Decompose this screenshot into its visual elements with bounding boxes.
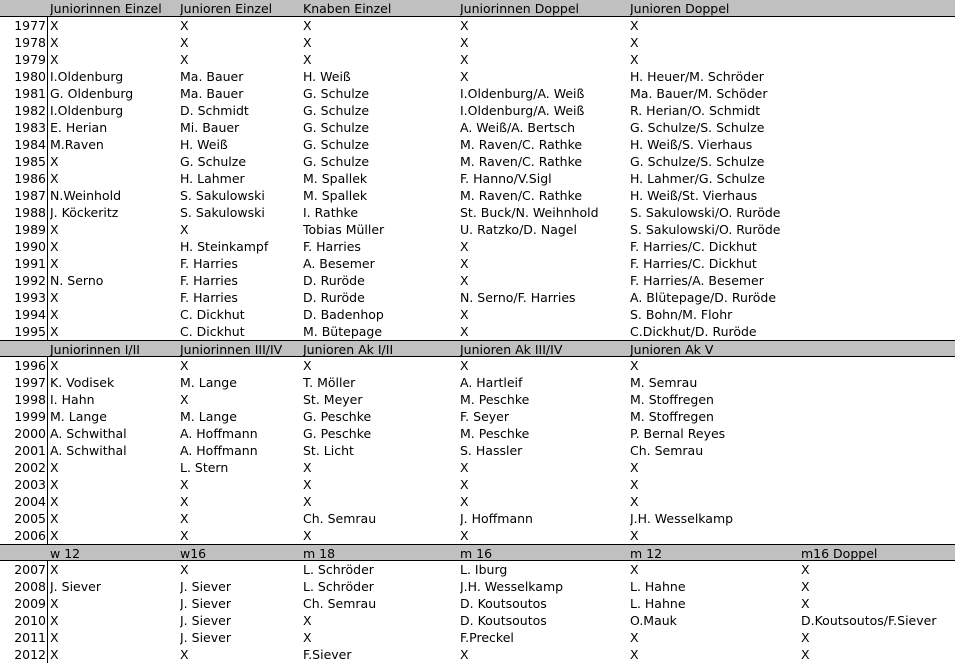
result-cell: F. Seyer xyxy=(460,409,509,424)
result-cell: X xyxy=(630,18,639,33)
result-cell: Ma. Bauer/M. Schöder xyxy=(630,86,768,101)
result-cell: X xyxy=(180,358,189,373)
result-cell: G. Schulze xyxy=(303,120,370,135)
table-row xyxy=(0,629,955,646)
result-cell: X xyxy=(630,630,639,645)
result-cell: A. Hoffmann xyxy=(180,443,258,458)
year-cell: 2003 xyxy=(14,477,46,492)
result-cell: F. Harries xyxy=(303,239,361,254)
result-cell: F. Harries xyxy=(180,256,238,271)
result-cell: G. Schulze/S. Schulze xyxy=(630,154,765,169)
table-row xyxy=(0,561,955,578)
result-cell: D. Badenhop xyxy=(303,307,384,322)
table-row xyxy=(0,595,955,612)
year-cell: 2012 xyxy=(14,647,46,662)
result-cell: I. Hahn xyxy=(50,392,95,407)
column-header: Junioren Ak III/IV xyxy=(460,342,563,357)
result-cell: D. Schmidt xyxy=(180,103,249,118)
result-cell: J. Siever xyxy=(180,596,231,611)
column-header: Junioren Doppel xyxy=(630,1,730,16)
result-cell: A. Weiß/A. Bertsch xyxy=(460,120,576,135)
result-cell: X xyxy=(180,494,189,509)
result-cell: M. Stoffregen xyxy=(630,392,714,407)
result-cell: Ch. Semrau xyxy=(630,443,704,458)
year-cell: 1990 xyxy=(14,239,46,254)
result-cell: F. Harries xyxy=(180,290,238,305)
result-cell: H. Weiß xyxy=(303,69,351,84)
year-cell: 2010 xyxy=(14,613,46,628)
result-cell: X xyxy=(630,562,639,577)
year-cell: 1989 xyxy=(14,222,46,237)
table-row xyxy=(0,612,955,629)
result-cell: L. Hahne xyxy=(630,596,686,611)
result-cell: X xyxy=(630,35,639,50)
result-cell: X xyxy=(630,477,639,492)
column-header: w 12 xyxy=(50,546,81,561)
result-cell: A. Blütepage/D. Ruröde xyxy=(630,290,777,305)
result-cell: F. Harries/C. Dickhut xyxy=(630,239,757,254)
result-cell: G. Peschke xyxy=(303,409,372,424)
result-cell: X xyxy=(460,69,469,84)
result-cell: X xyxy=(460,494,469,509)
year-cell: 1982 xyxy=(14,103,46,118)
column-header: Junioren Ak I/II xyxy=(303,342,394,357)
result-cell: A. Schwithal xyxy=(50,443,127,458)
year-cell: 1981 xyxy=(14,86,46,101)
table-row xyxy=(0,204,955,221)
result-cell: M. Spallek xyxy=(303,188,368,203)
table-row xyxy=(0,306,955,323)
result-cell: X xyxy=(630,494,639,509)
result-cell: X xyxy=(303,35,312,50)
result-cell: G. Schulze xyxy=(303,154,370,169)
column-header: m 18 xyxy=(303,546,336,561)
result-cell: X xyxy=(180,647,189,662)
result-cell: X xyxy=(50,290,59,305)
result-cell: M. Stoffregen xyxy=(630,409,714,424)
result-cell: S. Sakulowski/O. Ruröde xyxy=(630,205,781,220)
result-cell: H. Weiß/St. Vierhaus xyxy=(630,188,758,203)
result-cell: C. Dickhut xyxy=(180,324,245,339)
year-cell: 1988 xyxy=(14,205,46,220)
result-cell: M. Lange xyxy=(50,409,107,424)
result-cell: Tobias Müller xyxy=(303,222,385,237)
year-cell: 1979 xyxy=(14,52,46,67)
table-row xyxy=(0,102,955,119)
table-row xyxy=(0,391,955,408)
year-cell: 2011 xyxy=(14,630,46,645)
result-cell: J. Hoffmann xyxy=(460,511,533,526)
result-cell: Ma. Bauer xyxy=(180,69,244,84)
result-cell: X xyxy=(303,528,312,543)
result-cell: X xyxy=(50,494,59,509)
result-cell: St. Licht xyxy=(303,443,354,458)
column-header: Juniorinnen I/II xyxy=(50,342,140,357)
result-cell: H. Weiß/S. Vierhaus xyxy=(630,137,753,152)
result-cell: M. Raven/C. Rathke xyxy=(460,188,583,203)
year-cell: 1998 xyxy=(14,392,46,407)
result-cell: X xyxy=(303,358,312,373)
result-cell: X xyxy=(303,460,312,475)
result-cell: X xyxy=(50,324,59,339)
table-row xyxy=(0,187,955,204)
section-border xyxy=(47,561,48,663)
column-header: Junioren Ak V xyxy=(630,342,714,357)
result-cell: X xyxy=(50,477,59,492)
result-cell: M. Peschke xyxy=(460,392,530,407)
result-cell: St. Buck/N. Weihnhold xyxy=(460,205,599,220)
result-cell: X xyxy=(303,477,312,492)
result-cell: D. Koutsoutos xyxy=(460,613,547,628)
result-cell: X xyxy=(460,528,469,543)
table-row xyxy=(0,238,955,255)
year-cell: 1977 xyxy=(14,18,46,33)
result-cell: H. Steinkampf xyxy=(180,239,269,254)
result-cell: F. Harries xyxy=(180,273,238,288)
year-cell: 2004 xyxy=(14,494,46,509)
result-cell: J. Siever xyxy=(180,630,231,645)
result-cell: X xyxy=(303,18,312,33)
result-cell: H. Lahmer xyxy=(180,171,245,186)
result-cell: G. Schulze xyxy=(303,137,370,152)
result-cell: Ch. Semrau xyxy=(303,596,377,611)
result-cell: X xyxy=(50,307,59,322)
result-cell: C.Dickhut/D. Ruröde xyxy=(630,324,757,339)
result-cell: Ma. Bauer xyxy=(180,86,244,101)
year-cell: 2001 xyxy=(14,443,46,458)
result-cell: X xyxy=(630,460,639,475)
year-cell: 2005 xyxy=(14,511,46,526)
result-cell: X xyxy=(460,324,469,339)
result-cell: L. Hahne xyxy=(630,579,686,594)
result-cell: M. Lange xyxy=(180,409,237,424)
result-cell: Mi. Bauer xyxy=(180,120,240,135)
table-row xyxy=(0,527,955,544)
table-row xyxy=(0,510,955,527)
section-border xyxy=(47,17,48,340)
year-cell: 1983 xyxy=(14,120,46,135)
result-cell: F.Siever xyxy=(303,647,352,662)
result-cell: X xyxy=(50,35,59,50)
result-cell: X xyxy=(50,358,59,373)
result-cell: X xyxy=(180,562,189,577)
result-cell: D.Koutsoutos/F.Siever xyxy=(801,613,937,628)
result-cell: A. Besemer xyxy=(303,256,375,271)
result-cell: L. Schröder xyxy=(303,562,374,577)
table-row xyxy=(0,68,955,85)
result-cell: X xyxy=(50,256,59,271)
result-cell: X xyxy=(801,596,810,611)
result-cell: I.Oldenburg xyxy=(50,103,124,118)
result-cell: L. Schröder xyxy=(303,579,374,594)
table-row xyxy=(0,476,955,493)
year-cell: 1986 xyxy=(14,171,46,186)
result-cell: X xyxy=(303,630,312,645)
result-cell: X xyxy=(180,18,189,33)
table-row xyxy=(0,578,955,595)
section-header-row xyxy=(0,544,955,561)
result-cell: X xyxy=(303,52,312,67)
result-cell: H. Heuer/M. Schröder xyxy=(630,69,764,84)
year-cell: 1992 xyxy=(14,273,46,288)
result-cell: F. Hanno/V.Sigl xyxy=(460,171,552,186)
result-cell: G. Oldenburg xyxy=(50,86,134,101)
column-header: Juniorinnen III/IV xyxy=(180,342,283,357)
column-header: Knaben Einzel xyxy=(303,1,392,16)
column-header: m16 Doppel xyxy=(801,546,878,561)
result-cell: X xyxy=(460,273,469,288)
table-row xyxy=(0,357,955,374)
table-row xyxy=(0,289,955,306)
result-cell: X xyxy=(460,358,469,373)
column-header: m 16 xyxy=(460,546,493,561)
result-cell: J.H. Wesselkamp xyxy=(630,511,734,526)
result-cell: D. Koutsoutos xyxy=(460,596,547,611)
result-cell: X xyxy=(460,256,469,271)
result-cell: I. Rathke xyxy=(303,205,359,220)
result-cell: X xyxy=(180,511,189,526)
result-cell: A. Schwithal xyxy=(50,426,127,441)
table-row xyxy=(0,493,955,510)
result-cell: I.Oldenburg/A. Weiß xyxy=(460,86,585,101)
result-cell: G. Peschke xyxy=(303,426,372,441)
result-cell: S. Bohn/M. Flohr xyxy=(630,307,733,322)
result-cell: X xyxy=(630,52,639,67)
result-cell: G. Schulze xyxy=(180,154,247,169)
year-cell: 2006 xyxy=(14,528,46,543)
result-cell: M. Lange xyxy=(180,375,237,390)
table-row xyxy=(0,221,955,238)
year-cell: 1995 xyxy=(14,324,46,339)
result-cell: X xyxy=(50,18,59,33)
result-cell: F.Preckel xyxy=(460,630,514,645)
year-cell: 1987 xyxy=(14,188,46,203)
result-cell: P. Bernal Reyes xyxy=(630,426,726,441)
result-cell: G. Schulze xyxy=(303,103,370,118)
result-cell: X xyxy=(180,392,189,407)
result-cell: X xyxy=(180,477,189,492)
year-cell: 2008 xyxy=(14,579,46,594)
column-header: Juniorinnen Doppel xyxy=(460,1,580,16)
year-cell: 1991 xyxy=(14,256,46,271)
table-row xyxy=(0,153,955,170)
result-cell: J. Köckeritz xyxy=(50,205,119,220)
result-cell: X xyxy=(180,35,189,50)
table-row xyxy=(0,272,955,289)
result-cell: X xyxy=(801,562,810,577)
result-cell: X xyxy=(630,358,639,373)
result-cell: C. Dickhut xyxy=(180,307,245,322)
table-row xyxy=(0,425,955,442)
result-cell: J. Siever xyxy=(180,579,231,594)
result-cell: N.Weinhold xyxy=(50,188,122,203)
result-cell: J. Siever xyxy=(180,613,231,628)
result-cell: F. Harries/A. Besemer xyxy=(630,273,764,288)
result-cell: M. Bütepage xyxy=(303,324,383,339)
result-cell: X xyxy=(50,52,59,67)
result-cell: H. Weiß xyxy=(180,137,228,152)
result-cell: X xyxy=(50,630,59,645)
result-cell: X xyxy=(50,647,59,662)
result-cell: X xyxy=(460,307,469,322)
table-row xyxy=(0,442,955,459)
year-cell: 1984 xyxy=(14,137,46,152)
year-cell: 1999 xyxy=(14,409,46,424)
year-cell: 1997 xyxy=(14,375,46,390)
result-cell: X xyxy=(50,154,59,169)
result-cell: I.Oldenburg/A. Weiß xyxy=(460,103,585,118)
table-row xyxy=(0,323,955,340)
result-cell: X xyxy=(50,222,59,237)
section-border xyxy=(47,357,48,544)
result-cell: X xyxy=(460,477,469,492)
result-cell: M. Raven/C. Rathke xyxy=(460,154,583,169)
result-cell: S. Sakulowski/O. Ruröde xyxy=(630,222,781,237)
result-cell: O.Mauk xyxy=(630,613,677,628)
result-cell: X xyxy=(180,528,189,543)
result-cell: X xyxy=(630,647,639,662)
table-row xyxy=(0,17,955,34)
result-cell: St. Meyer xyxy=(303,392,363,407)
result-cell: D. Ruröde xyxy=(303,273,365,288)
section-header-row xyxy=(0,340,955,357)
year-cell: 2009 xyxy=(14,596,46,611)
result-cell: M. Spallek xyxy=(303,171,368,186)
result-cell: X xyxy=(50,239,59,254)
result-cell: J. Siever xyxy=(50,579,101,594)
result-cell: E. Herian xyxy=(50,120,108,135)
result-cell: X xyxy=(801,579,810,594)
table-row xyxy=(0,646,955,663)
table-row xyxy=(0,85,955,102)
result-cell: X xyxy=(460,460,469,475)
result-cell: H. Lahmer/G. Schulze xyxy=(630,171,765,186)
year-cell: 2007 xyxy=(14,562,46,577)
result-cell: X xyxy=(460,35,469,50)
column-header: Juniorinnen Einzel xyxy=(50,1,162,16)
result-cell: X xyxy=(50,613,59,628)
result-cell: L. Iburg xyxy=(460,562,508,577)
result-cell: G. Schulze/S. Schulze xyxy=(630,120,765,135)
result-cell: S. Sakulowski xyxy=(180,205,265,220)
table-row xyxy=(0,170,955,187)
table-row xyxy=(0,34,955,51)
result-cell: M. Peschke xyxy=(460,426,530,441)
result-cell: X xyxy=(801,630,810,645)
result-cell: T. Möller xyxy=(303,375,356,390)
table-row xyxy=(0,408,955,425)
result-cell: L. Stern xyxy=(180,460,229,475)
column-header: Junioren Einzel xyxy=(180,1,273,16)
result-cell: N. Serno/F. Harries xyxy=(460,290,576,305)
result-cell: A. Hartleif xyxy=(460,375,523,390)
column-header: m 12 xyxy=(630,546,663,561)
result-cell: U. Ratzko/D. Nagel xyxy=(460,222,577,237)
year-cell: 1993 xyxy=(14,290,46,305)
result-cell: X xyxy=(50,460,59,475)
result-cell: X xyxy=(180,52,189,67)
table-row xyxy=(0,255,955,272)
result-cell: M. Semrau xyxy=(630,375,698,390)
year-cell: 1978 xyxy=(14,35,46,50)
result-cell: X xyxy=(50,171,59,186)
result-cell: X xyxy=(303,494,312,509)
result-cell: X xyxy=(303,613,312,628)
result-cell: I.Oldenburg xyxy=(50,69,124,84)
year-cell: 1985 xyxy=(14,154,46,169)
year-cell: 1994 xyxy=(14,307,46,322)
result-cell: D. Ruröde xyxy=(303,290,365,305)
result-cell: N. Serno xyxy=(50,273,104,288)
result-cell: X xyxy=(50,511,59,526)
result-cell: Ch. Semrau xyxy=(303,511,377,526)
result-cell: M.Raven xyxy=(50,137,104,152)
table-row xyxy=(0,459,955,476)
result-cell: X xyxy=(630,528,639,543)
year-cell: 2002 xyxy=(14,460,46,475)
result-cell: S. Hassler xyxy=(460,443,523,458)
result-cell: X xyxy=(460,239,469,254)
result-cell: X xyxy=(460,647,469,662)
result-cell: X xyxy=(180,222,189,237)
result-cell: X xyxy=(50,528,59,543)
result-cell: A. Hoffmann xyxy=(180,426,258,441)
result-cell: X xyxy=(50,562,59,577)
result-cell: F. Harries/C. Dickhut xyxy=(630,256,757,271)
table-row xyxy=(0,51,955,68)
result-cell: R. Herian/O. Schmidt xyxy=(630,103,761,118)
result-cell: X xyxy=(801,647,810,662)
section-header-row xyxy=(0,0,955,17)
result-cell: M. Raven/C. Rathke xyxy=(460,137,583,152)
result-cell: G. Schulze xyxy=(303,86,370,101)
year-cell: 1996 xyxy=(14,358,46,373)
result-cell: J.H. Wesselkamp xyxy=(460,579,564,594)
table-row xyxy=(0,136,955,153)
year-cell: 1980 xyxy=(14,69,46,84)
result-cell: X xyxy=(460,52,469,67)
column-header: w16 xyxy=(180,546,207,561)
year-cell: 2000 xyxy=(14,426,46,441)
table-row xyxy=(0,119,955,136)
result-cell: X xyxy=(460,18,469,33)
table-row xyxy=(0,374,955,391)
result-cell: K. Vodisek xyxy=(50,375,115,390)
result-cell: S. Sakulowski xyxy=(180,188,265,203)
result-cell: X xyxy=(50,596,59,611)
